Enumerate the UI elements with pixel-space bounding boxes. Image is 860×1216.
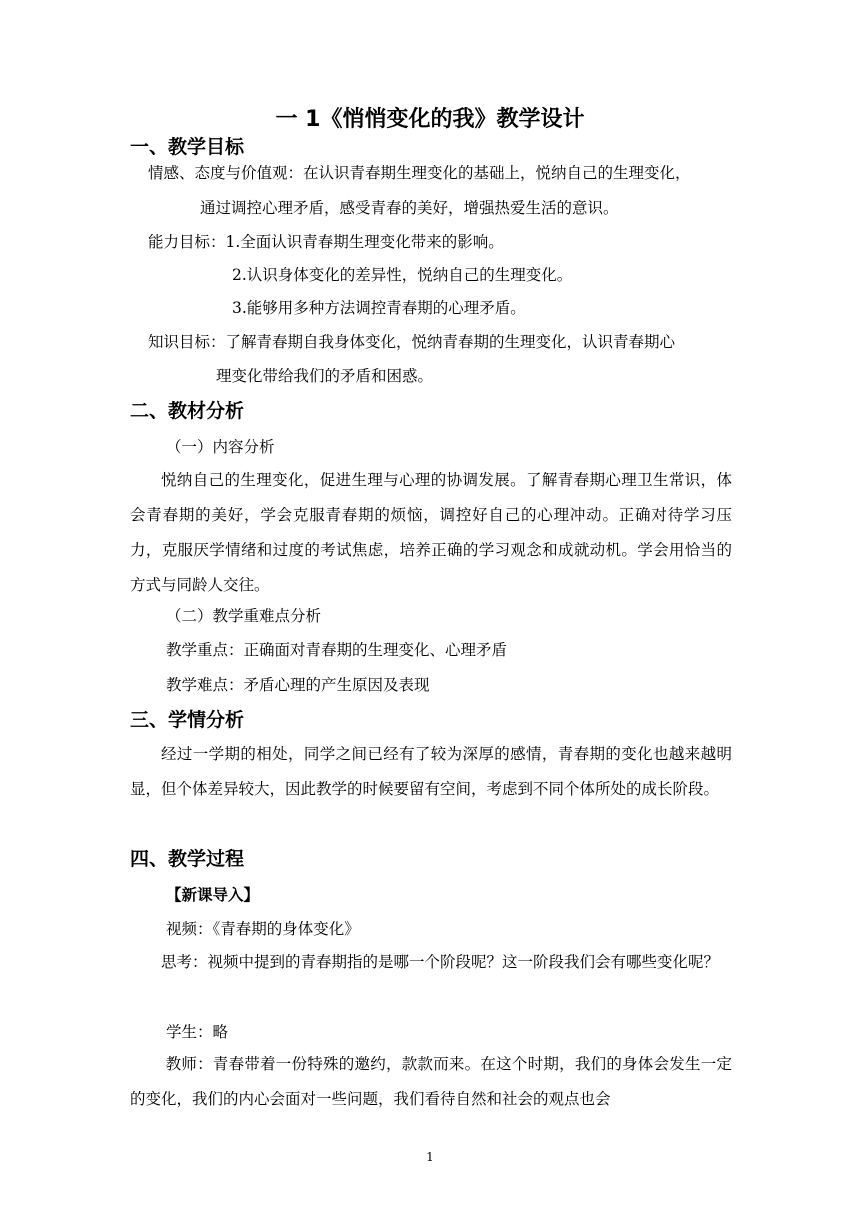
content-analysis-paragraph: 悦纳自己的生理变化，促进生理与心理的协调发展。了解青春期心理卫生常识，体会青春期的美好，学会克服青春期的烦恼，调控好自己的心理冲动。正确对待学习压力，克服厌学情绪和过度的考试焦虑，培养正确的学习观念和成就动机。学会用恰当的方式与同龄人交往。 [130,471,732,594]
subheading-key-difficulty: （二）教学重难点分析 [166,607,322,625]
heading-student-analysis: 三、学情分析 [130,709,245,731]
goal-ability-line-1: 能力目标：1.全面认识青春期生理变化带来的影响。 [148,233,504,251]
think-paragraph: 思考：视频中提到的青春期指的是哪一个阶段呢？这一阶段我们会有哪些变化呢？ [161,953,720,971]
goal-ability-line-3: 3.能够用多种方法调控青春期的心理矛盾。 [232,299,526,317]
student-line: 学生：略 [166,1023,229,1041]
new-lesson-intro-label: 【新课导入】 [166,886,260,904]
video-line: 视频：《青春期的身体变化》 [166,920,360,938]
heading-teaching-goals: 一、教学目标 [130,136,245,158]
goal-knowledge-line-1: 知识目标：了解青春期自我身体变化，悦纳青春期的生理变化，认识青春期心 [148,333,676,351]
subheading-content-analysis: （一）内容分析 [166,438,275,456]
goal-ability-line-2: 2.认识身体变化的差异性，悦纳自己的生理变化。 [232,266,573,284]
teaching-difficulty: 教学难点：矛盾心理的产生原因及表现 [166,676,430,694]
goal-knowledge-line-2: 理变化带给我们的矛盾和困惑。 [216,367,434,385]
student-analysis-paragraph: 经过一学期的相处，同学之间已经有了较为深厚的感情，青春期的变化也越来越明显，但个体差异较大，因此教学的时候要留有空间，考虑到不同个体所处的成长阶段。 [130,745,732,798]
teacher-paragraph: 教师：青春带着一份特殊的邀约，款款而来。在这个时期，我们的身体会发生一定的变化，我们的内心会面对一些问题，我们看待自然和社会的观点也会 [130,1055,732,1108]
goal-emotion-line-1: 情感、态度与价值观：在认识青春期生理变化的基础上，悦纳自己的生理变化， [148,164,691,182]
goal-emotion-line-2: 通过调控心理矛盾，感受青春的美好，增强热爱生活的意识。 [200,199,619,217]
heading-material-analysis: 二、教材分析 [130,400,245,422]
document-title: 一 1《悄悄变化的我》教学设计 [275,107,585,132]
teaching-key-point: 教学重点：正确面对青春期的生理变化、心理矛盾 [166,641,508,659]
heading-teaching-process: 四、教学过程 [130,848,245,870]
page-number: 1 [426,1150,434,1164]
